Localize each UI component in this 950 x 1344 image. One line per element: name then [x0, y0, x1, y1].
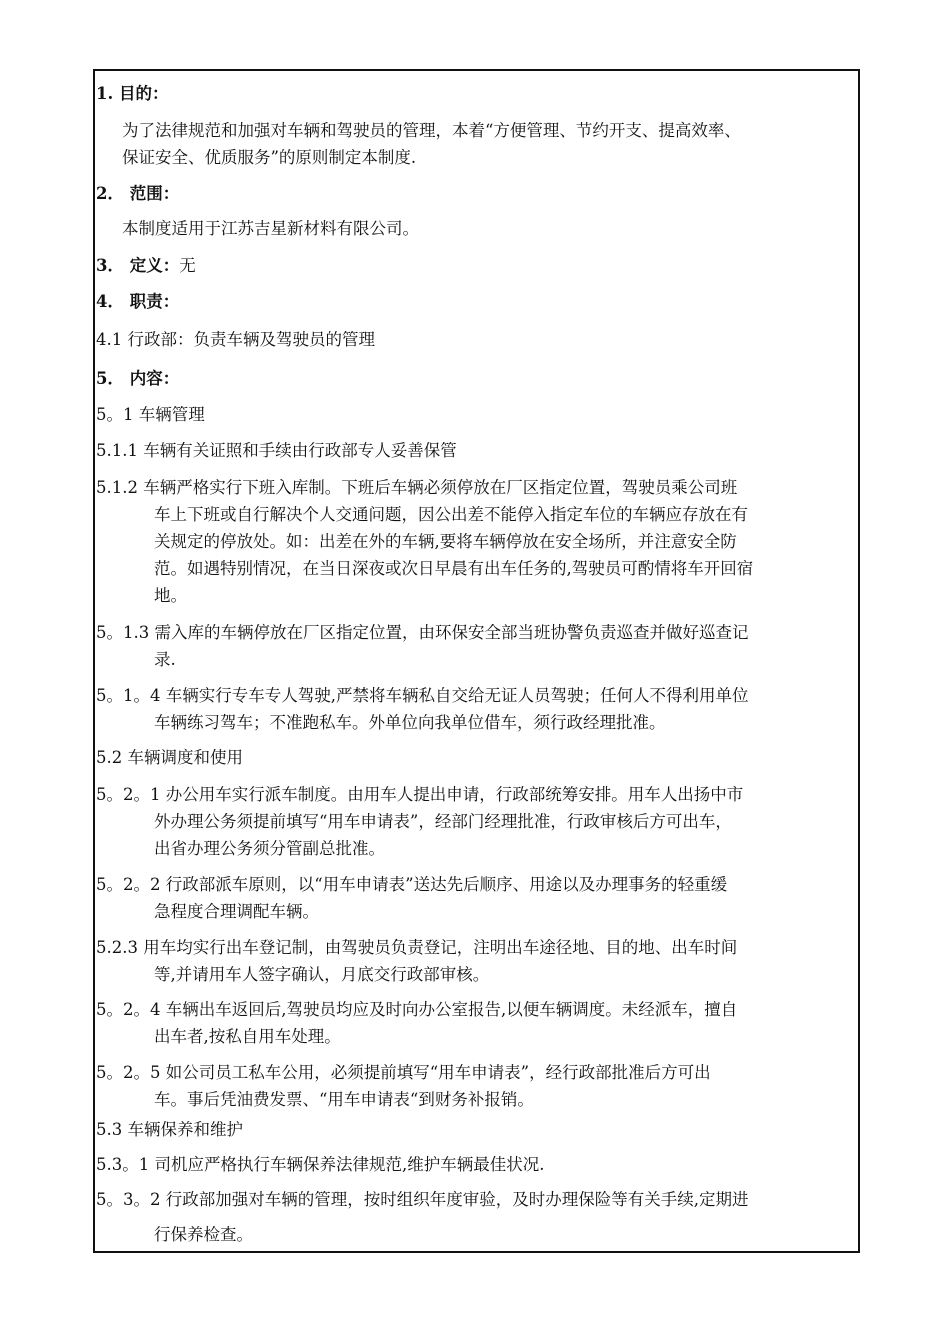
clause-5-3-2-cont: 行保养检查。 [154, 1225, 253, 1244]
section-1-text: 为了法律规范和加强对车辆和驾驶员的管理，本着“方便管理、节约开支、提高效率、 [122, 121, 741, 140]
clause-5-2-5: 5。2。5 如公司员工私车公用，必须提前填写“用车申请表”，经行政部批准后方可出 [96, 1063, 711, 1082]
section-3-label: 3． 定义： [96, 256, 180, 275]
clause-5-1-3: 5。1.3 需入库的车辆停放在厂区指定位置，由环保安全部当班协警负责巡查并做好巡查记 [96, 623, 749, 642]
clause-5-1-2-cont: 关规定的停放处。如：出差在外的车辆,要将车辆停放在安全场所，并注意安全防 [154, 532, 737, 551]
clause-5-2-1-cont: 外办理公务须提前填写“用车申请表”，经部门经理批准，行政审核后方可出车， [154, 812, 732, 831]
section-1-heading: 1. 目的： [96, 84, 169, 103]
section-2-heading: 2． 范围： [96, 184, 180, 203]
clause-5-2-4-cont: 出车者,按私自用车处理。 [154, 1027, 341, 1046]
clause-5-1-2-cont: 范。如遇特别情况，在当日深夜或次日早晨有出车任务的,驾驶员可酌情将车开回宿 [154, 559, 754, 578]
section-4-heading: 4． 职责： [96, 292, 180, 311]
clause-5-1-3-cont: 录. [154, 650, 176, 669]
clause-5-2-5-cont: 车。事后凭油费发票、“用车申请表“到财务补报销。 [154, 1090, 534, 1109]
section-1-text: 保证安全、优质服务”的原则制定本制度. [122, 148, 417, 167]
clause-5-2-3: 5.2.3 用车均实行出车登记制，由驾驶员负责登记，注明出车途径地、目的地、出车时间 [96, 938, 738, 957]
clause-5-2-1: 5。2。1 办公用车实行派车制度。由用车人提出申请，行政部统筹安排。用车人出扬中市 [96, 785, 744, 804]
clause-5-2-2-cont: 急程度合理调配车辆。 [154, 902, 319, 921]
subsection-5-2: 5.2 车辆调度和使用 [96, 748, 243, 767]
clause-5-2-1-cont: 出省办理公务须分管副总批准。 [154, 839, 385, 858]
clause-5-2-2: 5。2。2 行政部派车原则，以“用车申请表”送达先后顺序、用途以及办理事务的轻重缓 [96, 875, 728, 894]
clause-5-3-1: 5.3。1 司机应严格执行车辆保养法律规范,维护车辆最佳状况. [96, 1155, 545, 1174]
clause-5-3-2: 5。3。2 行政部加强对车辆的管理，按时组织年度审验，及时办理保险等有关手续,定期进 [96, 1190, 749, 1209]
section-3-heading [96, 256, 856, 276]
clause-5-1-2-cont: 车上下班或自行解决个人交通问题，因公出差不能停入指定车位的车辆应存放在有 [154, 505, 748, 524]
section-3-value: 无 [179, 256, 196, 275]
subsection-5-1: 5。1 车辆管理 [96, 405, 205, 424]
clause-5-2-3-cont: 等,并请用车人签字确认，月底交行政部审核。 [154, 965, 490, 984]
clause-5-1-2-cont: 地。 [154, 586, 187, 605]
clause-5-2-4: 5。2。4 车辆出车返回后,驾驶员均应及时向办公室报告,以便车辆调度。未经派车，擅自 [96, 1000, 738, 1019]
section-2-text: 本制度适用于江苏吉星新材料有限公司。 [122, 219, 419, 238]
clause-5-1-4: 5。1。4 车辆实行专车专人驾驶,严禁将车辆私自交给无证人员驾驶；任何人不得利用单位 [96, 686, 749, 705]
clause-5-1-4-cont: 车辆练习驾车；不准跑私车。外单位向我单位借车，须行政经理批准。 [154, 713, 666, 732]
clause-5-1-1: 5.1.1 车辆有关证照和手续由行政部专人妥善保管 [96, 441, 457, 460]
subsection-5-3: 5.3 车辆保养和维护 [96, 1120, 243, 1139]
section-5-heading: 5． 内容： [96, 369, 180, 388]
clause-5-1-2: 5.1.2 车辆严格实行下班入库制。下班后车辆必须停放在厂区指定位置，驾驶员乘公司班 [96, 478, 738, 497]
clause-4-1: 4.1 行政部：负责车辆及驾驶员的管理 [96, 330, 375, 349]
